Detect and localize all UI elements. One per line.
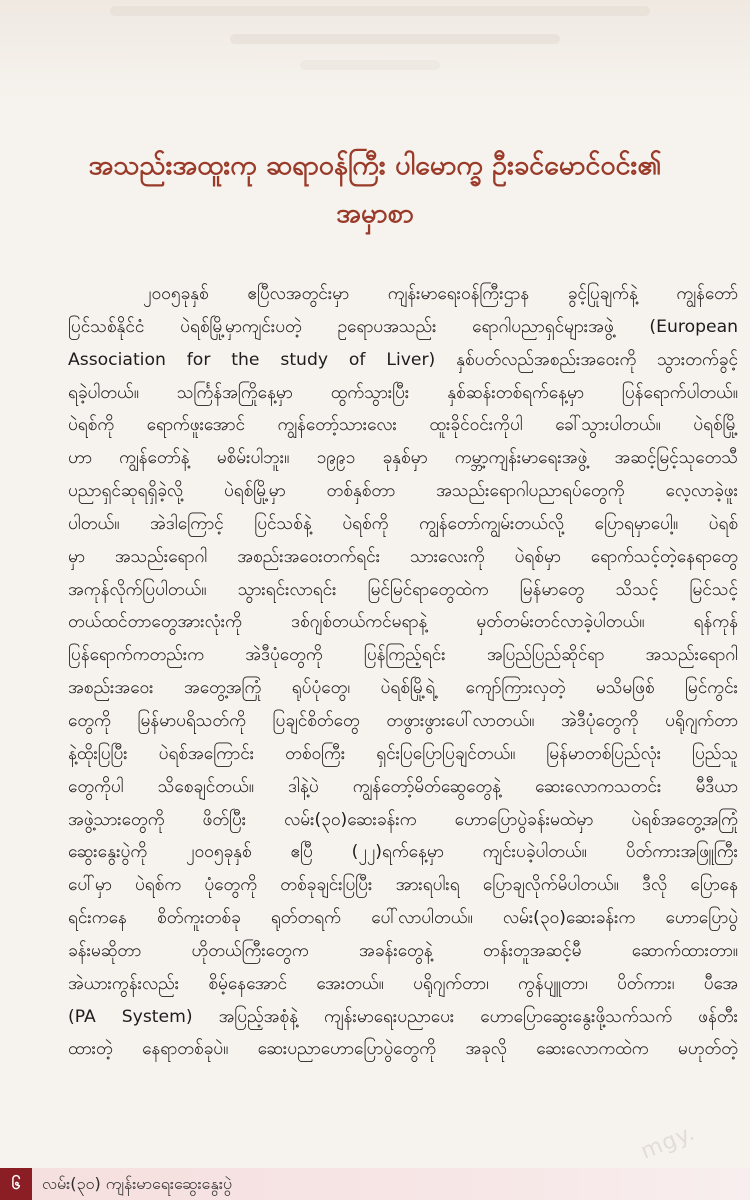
chapter-title — [60, 142, 690, 238]
body-line: ပညာရှင်ဆုရရှိခဲ့လို့ ပဲရစ်မြို့မှာ တစ်နှစ်တာ အသည်းရောဂါပညာရပ်တွေကို လေ့လာခဲ့ဖူး — [68, 481, 738, 502]
bleed-text-line — [300, 60, 440, 70]
body-line: ပြန်ရောက်ကတည်းက အဲဒီပုံတွေကို ပြန်ကြည့်ရင်း အပြည်ပြည်ဆိုင်ရာ အသည်းရောဂါ — [68, 645, 738, 666]
chapter-title-line-2: အမှာစာ — [336, 198, 414, 229]
page-number: ၆ — [0, 1168, 32, 1200]
body-line: မှာ အသည်းရောဂါ အစည်းအဝေးတက်ရင်း သားလေးကို ပဲရစ်မှာ ရောက်သင့်တဲ့နေရာတွေ — [68, 546, 738, 567]
watermark: mgy. — [637, 1120, 699, 1165]
body-paragraph — [68, 278, 738, 1158]
body-line: တွေကိုပါ သိစေချင်တယ်။ ဒါနဲ့ပဲ ကျွန်တော့်မိတ်ဆွေတွေနဲ့ ဆေးလောကသတင်း မီဒီယာ — [68, 776, 738, 797]
body-line: Association for the study of Liver) နှစ်ပတ်လည်အစည်းအဝေးကို သွားတက်ခွင့် — [68, 349, 738, 370]
body-line: နဲ့ထိုးပြပြီး ပဲရစ်အကြောင်း တစ်ဝကြီး ရှင်းပြပြောပြချင်တယ်။ မြန်မာတစ်ပြည်လုံး ပြည်သူ — [68, 743, 738, 764]
body-line: တယ်ထင်တာတွေအားလုံးကို ဒစ်ဂျစ်တယ်ကင်မရာနဲ့ မှတ်တမ်းတင်လာခဲ့ပါတယ်။ ရန်ကုန် — [68, 612, 738, 633]
chapter-title-line-1: အသည်းအထူးကု ဆရာဝန်ကြီး ပါမောက္ခ ဦးခင်မောင်ဝင်း၏ — [88, 150, 662, 181]
body-line: အကုန်လိုက်ပြပါတယ်။ သွားရင်းလာရင်း မြင်မြင်ရာတွေထဲက မြန်မာတွေ သိသင့် မြင်သင့် — [68, 579, 738, 600]
body-line: ဟာ ကျွန်တော်နဲ့ မစိမ်းပါဘူး။ ၁၉၉၁ ခုနှစ်မှာ ကမ္ဘာ့ကျန်းမာရေးအဖွဲ့ အဆင့်မြင့်သုတေသီ — [68, 448, 738, 469]
bleed-text-line — [110, 6, 650, 16]
body-line: ခန်းမဆိုတာ ဟိုတယ်ကြီးတွေက အခန်းတွေနဲ့ တန်းတူအဆင့်မီ ဆောက်ထားတာ။ — [68, 940, 738, 961]
body-line: အဲယားကွန်းလည်း စိမ့်နေအောင် အေးတယ်။ ပရိုဂျက်တာ၊ ကွန်ပျူတာ၊ ပိတ်ကား၊ ပီအေ — [68, 973, 738, 994]
body-line: ပြင်သစ်နိုင်ငံ ပဲရစ်မြို့မှာကျင်းပတဲ့ ဥရောပအသည်း ရောဂါပညာရှင်များအဖွဲ့ (European — [68, 316, 738, 337]
body-line: အဖွဲ့သားတွေကို ဖိတ်ပြီး လမ်း(၃၀)ဆေးခန်းက ဟောပြောပွဲခန်းမထဲမှာ ပဲရစ်အတွေ့အကြုံ — [68, 809, 738, 830]
body-line: ဆွေးနွေးပွဲကို ၂၀၀၅ခုနှစ် ဧပြီ (၂၂)ရက်နေ့မှာ ကျင်းပခဲ့ပါတယ်။ ပိတ်ကားအဖြူကြီး — [68, 842, 738, 863]
body-line: ၂၀၀၅ခုနှစ် ဧပြီလအတွင်းမှာ ကျန်းမာရေးဝန်ကြီးဌာန ခွင့်ပြုချက်နဲ့ ကျွန်တော် — [143, 284, 738, 304]
body-line: ပါတယ်။ အဲဒါကြောင့် ပြင်သစ်နဲ့ ပဲရစ်ကို ကျွန်တော်ကျွမ်းတယ်လို့ ပြောရမှာပေါ့။ ပဲရစ် — [68, 513, 738, 534]
bleed-text-line — [230, 34, 560, 44]
body-line: ပဲရစ်ကို ရောက်ဖူးအောင် ကျွန်တော့်သားလေး ထူးခိုင်ဝင်းကိုပါ ခေါ်သွားပါတယ်။ ပဲရစ်မြို့ — [68, 415, 738, 436]
body-line: ရခဲ့ပါတယ်။ သင်္ကြန်အကြိုနေ့မှာ ထွက်သွားပြီး နှစ်ဆန်းတစ်ရက်နေ့မှာ ပြန်ရောက်ပါတယ်။ — [68, 382, 738, 403]
previous-page-bleed — [0, 0, 750, 120]
body-line: ထားတဲ့ နေရာတစ်ခုပဲ။ ဆေးပညာဟောပြောပွဲတွေကို အခုလို ဆေးလောကထဲက မဟုတ်တဲ့ — [68, 1039, 738, 1060]
body-line: အစည်းအဝေး အတွေ့အကြုံ ရုပ်ပုံတွေ၊ ပဲရစ်မြို့ရဲ့ ကျော်ကြားလှတဲ့ မသိမဖြစ် မြင်ကွင်း — [68, 678, 738, 699]
body-line: ရင်းကနေ စိတ်ကူးတစ်ခု ရုတ်တရက် ပေါ်လာပါတယ်။ လမ်း(၃၀)ဆေးခန်းက ဟောပြောပွဲ — [68, 908, 738, 929]
running-footer-title: လမ်း(၃၀) ကျန်းမာရေးဆွေးနွေးပွဲ — [42, 1174, 233, 1193]
body-line: ပေါ်မှာ ပဲရစ်က ပုံတွေကို တစ်ခုချင်းပြပြီး အားရပါးရ ပြောချလိုက်မိပါတယ်။ ဒီလို ပြောနေ — [68, 875, 738, 896]
body-line: တွေကို မြန်မာပရိသတ်ကို ပြချင်စိတ်တွေ တဖွားဖွားပေါ်လာတယ်။ အဲဒီပုံတွေကို ပရိုဂျက်တာ — [68, 710, 738, 731]
body-line: (PA System) အပြည့်အစုံနဲ့ ကျန်းမာရေးပညာပေး ဟောပြောဆွေးနွေးဖို့သက်သက် ဖန်တီး — [68, 1006, 738, 1027]
